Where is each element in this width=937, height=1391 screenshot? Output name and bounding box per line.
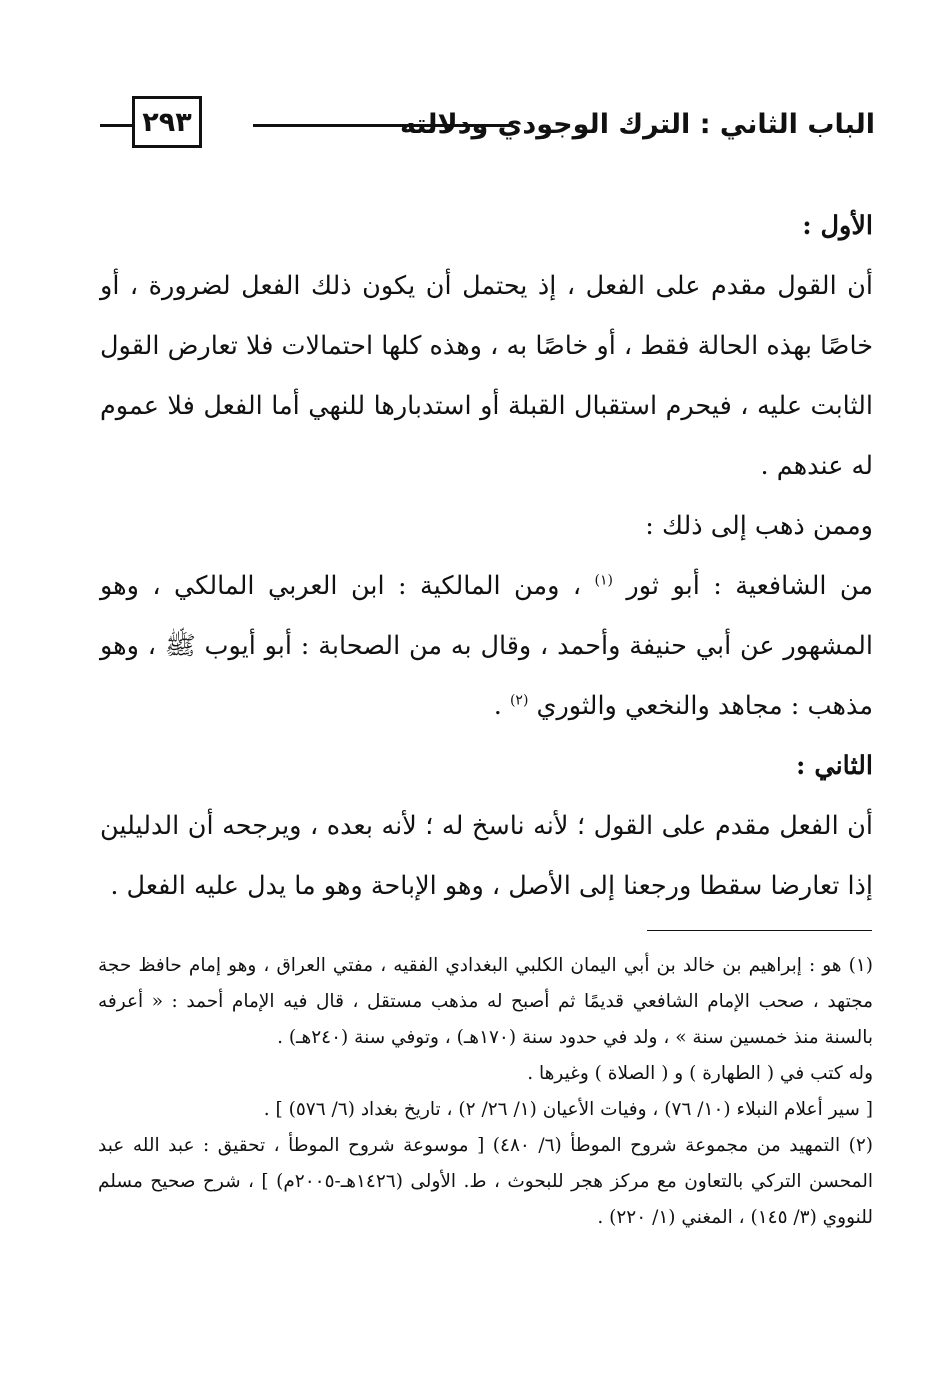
footnote-ref-2[interactable]: (٢) [509, 692, 529, 709]
proponents-text-a: من الشافعية : أبو ثور [626, 571, 873, 601]
paragraph-proponents-list [100, 556, 873, 736]
footnote-separator [647, 930, 872, 931]
footnotes [98, 948, 873, 1236]
page-number-box [132, 96, 202, 148]
footnote-2: (٢) التمهيد من مجموعة شروح الموطأ (٦/ ٤٨٠) [ موسوعة شروح الموطأ ، تحقيق : عبد الله عبد المحسن التركي بالتعاون مع مركز هجر للبحوث ، ط. الأولى (١٤٢٦هـ-٢٠٠٥م) ] ، شرح صحيح مسلم للنووي (٣/ ١٤٥) ، المغني (١/ ٢٢٠) . [98, 1135, 873, 1228]
footnote-1: (١) هو : إبراهيم بن خالد بن أبي اليمان الكلبي البغدادي الفقيه ، مفتي العراق ، وهو إمام حافظ حجة مجتهد ، صحب الإمام الشافعي قديمًا ثم أصبح له مذهب مستقل ، قال فيه الإمام أحمد : « أعرفه بالسنة منذ خمسين سنة » ، ولد في حدود سنة (١٧٠هـ) ، وتوفي سنة (٢٤٠هـ) . [98, 955, 873, 1048]
paragraph-proponents [100, 496, 873, 556]
paragraph-second: أن الفعل مقدم على القول ؛ لأنه ناسخ له ؛ لأنه بعده ، ويرجحه أن الدليلين إذا تعارضا سقطا ورجعنا إلى الأصل ، وهو الإباحة وهو ما يدل عليه الفعل . [100, 811, 873, 901]
header-rule [253, 124, 510, 127]
section-heading-first: الأول : [802, 211, 873, 241]
footnote-ref-1[interactable]: (١) [594, 572, 613, 589]
page-number: ٢٩٣ [142, 106, 192, 138]
proponents-heading: وممن ذهب إلى ذلك : [645, 511, 873, 541]
footnote-1-sources: [ سير أعلام النبلاء (١٠/ ٧٦) ، وفيات الأعيان (١/ ٢٦/ ٢) ، تاريخ بغداد (٦/ ٥٧٦) ] . [263, 1099, 873, 1120]
proponents-text-b: ، ومن المالكية : ابن العربي المالكي ، وهو المشهور عن أبي حنيفة وأحمد ، وقال به من الصحابة : أبو أيوب [100, 571, 874, 661]
header-rule-left [100, 124, 132, 127]
proponents-text-c: ، وهو مذهب : مجاهد والنخعي والثوري [100, 631, 873, 721]
footnote-1-works: وله كتب في ( الطهارة ) و ( الصلاة ) وغيرها . [527, 1063, 873, 1084]
proponents-text-d: . [493, 691, 502, 721]
running-header [100, 92, 875, 158]
honorific-glyph: ﷺ [164, 631, 196, 661]
paragraph-first: أن القول مقدم على الفعل ، إذ يحتمل أن يكون ذلك الفعل لضرورة ، أو خاصًا بهذه الحالة فقط ، أو خاصًا به ، وهذه كلها احتمالات فلا تعارض القول الثابت عليه ، فيحرم استقبال القبلة أو استدبارها للنهي أما الفعل فلا عموم له عندهم . [100, 271, 873, 481]
main-text [100, 196, 873, 916]
section-heading-second: الثاني : [796, 751, 873, 781]
chapter-title: الباب الثاني : الترك الوجودي ودلالته [399, 109, 875, 140]
